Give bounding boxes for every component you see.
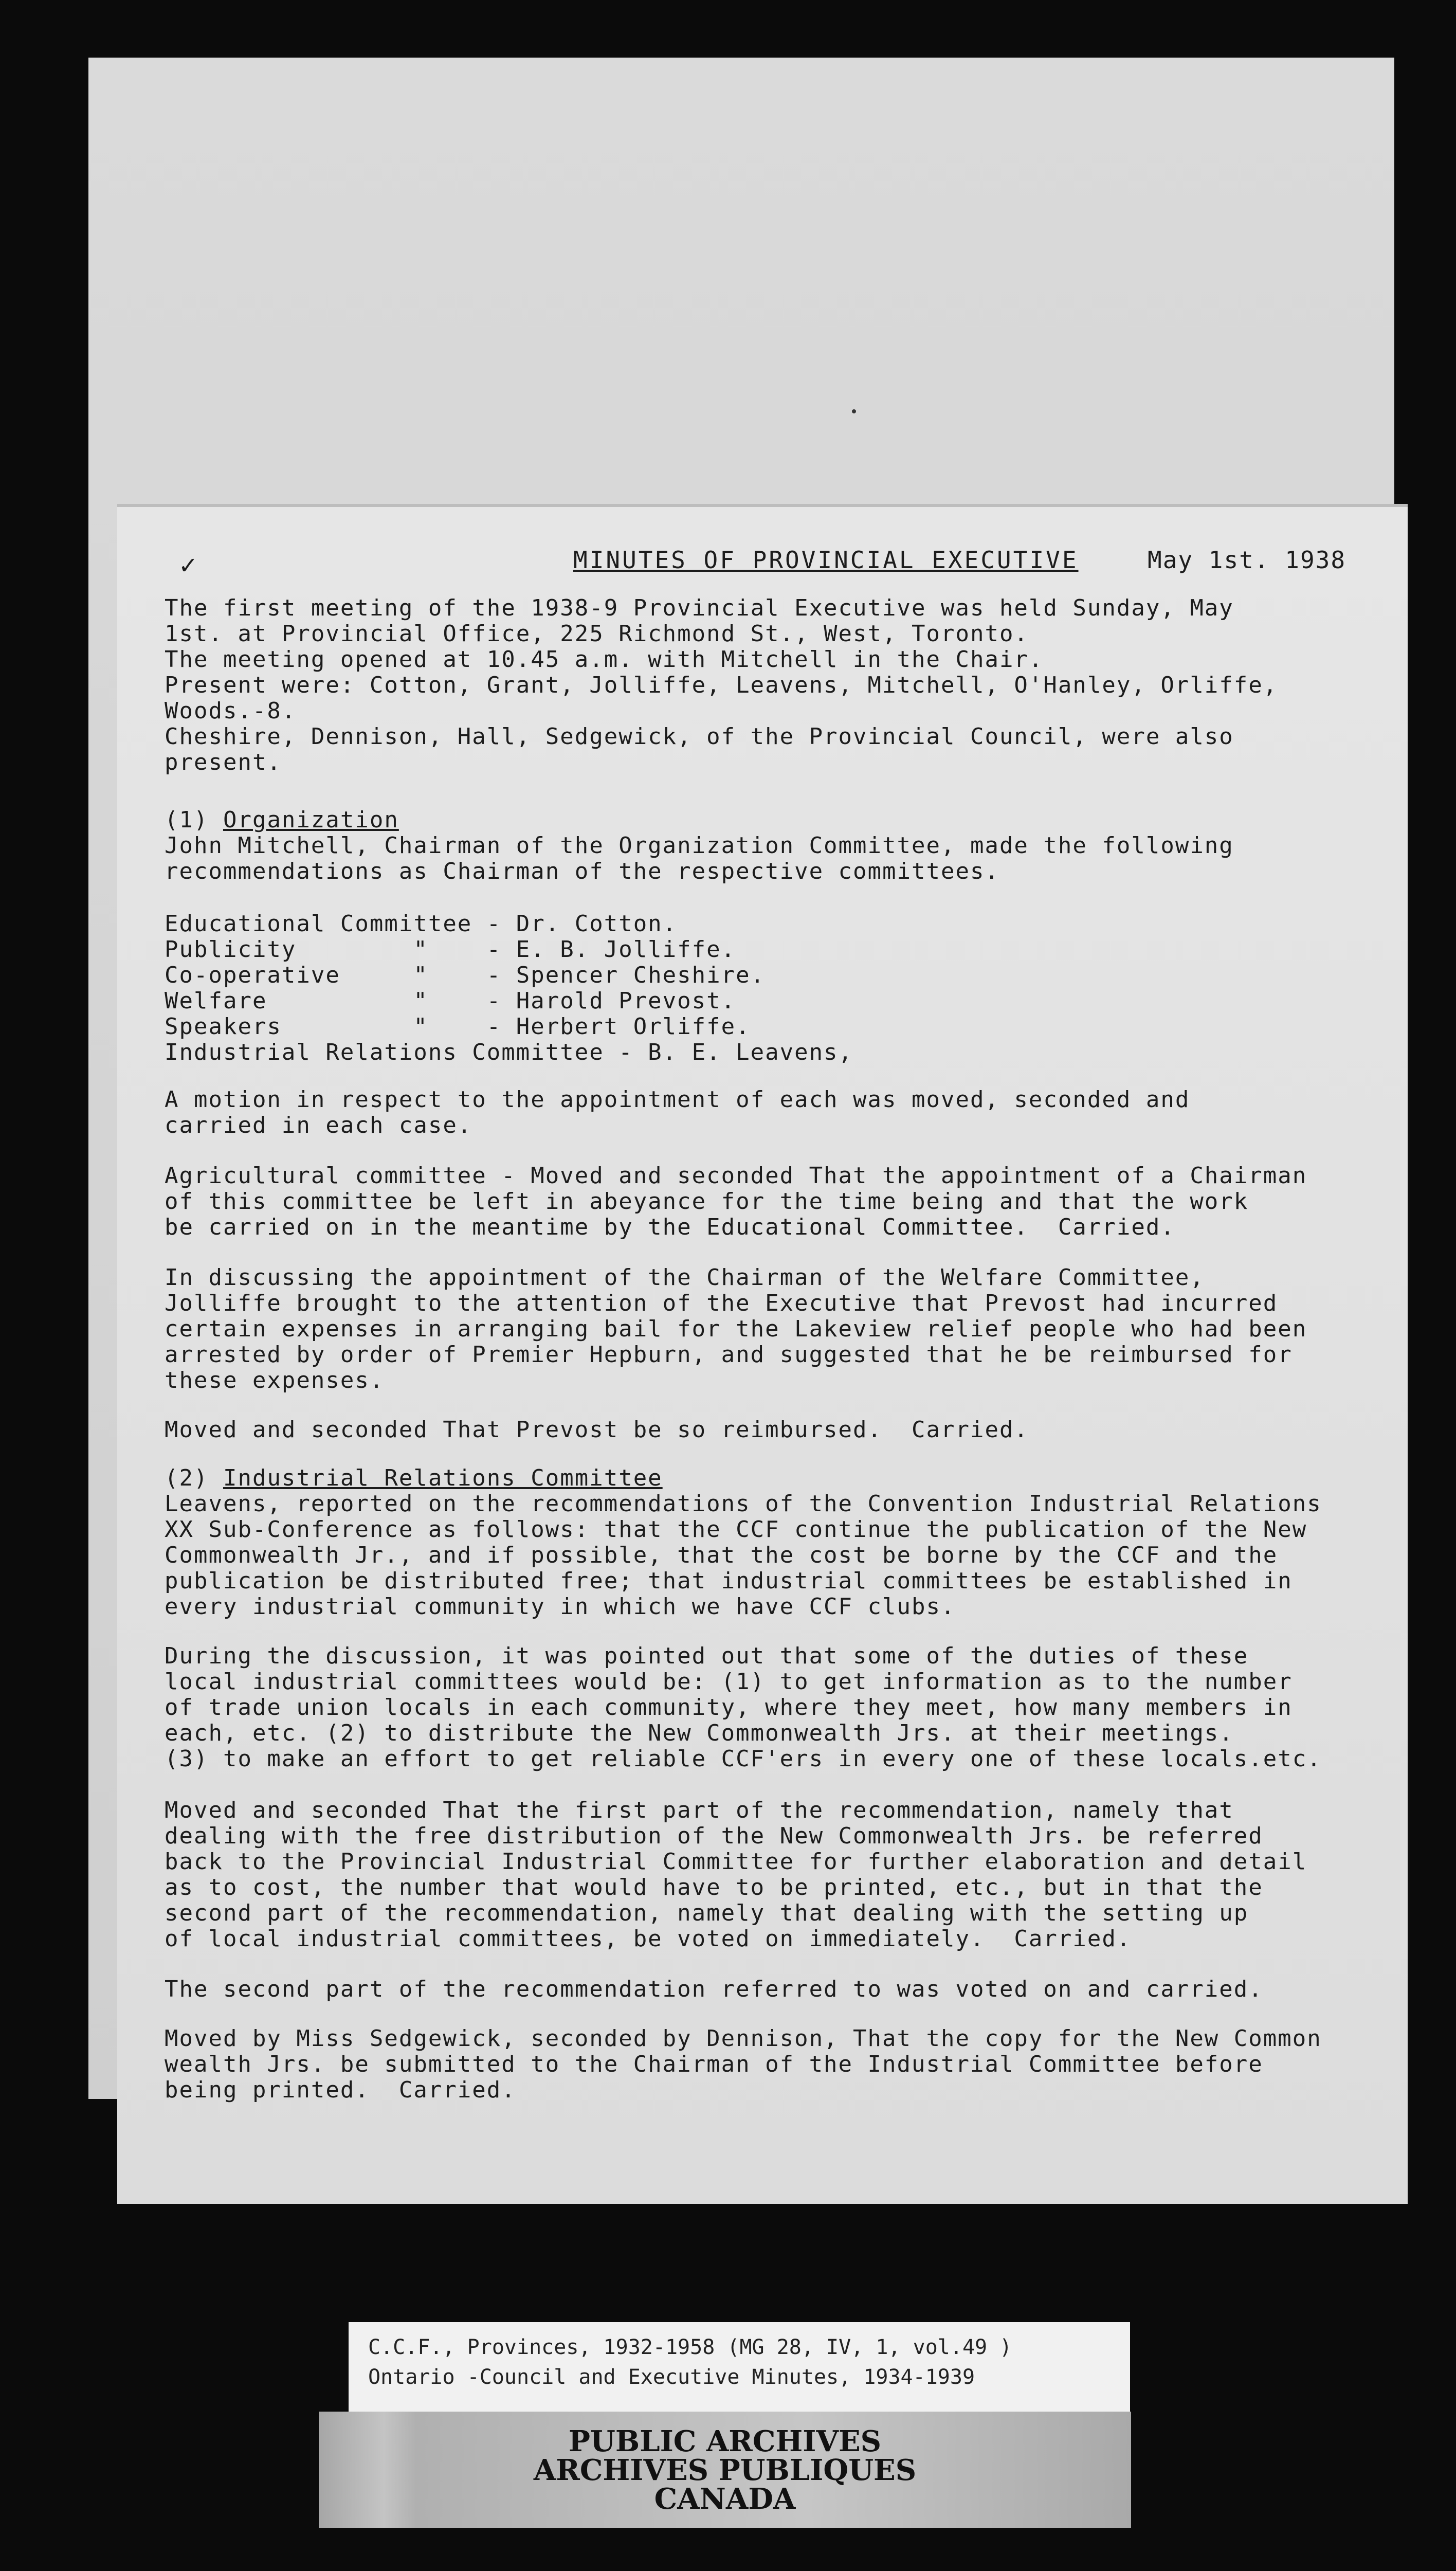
archive-label-line: C.C.F., Provinces, 1932-1958 (MG 28, IV, 1, vol.49 ) xyxy=(368,2335,1012,2359)
margin-check-mark: ✓ xyxy=(180,550,197,581)
archive-label-line: Ontario -Council and Executive Minutes, 1934-1939 xyxy=(368,2365,975,2389)
motion-line: carried in each case. xyxy=(165,1112,472,1138)
section-1-line: recommendations as Chairman of the respective committees. xyxy=(165,858,999,884)
committee-line: Publicity " - E. B. Jolliffe. xyxy=(165,936,736,963)
agricultural-line: of this committee be left in abeyance for the time being and that the work xyxy=(165,1188,1249,1215)
intro-line: The meeting opened at 10.45 a.m. with Mitchell in the Chair. xyxy=(165,646,1044,673)
motion-2-line: as to cost, the number that would have to be printed, etc., but in that the xyxy=(165,1874,1263,1900)
section-number: (1) xyxy=(165,807,223,833)
intro-line: The first meeting of the 1938-9 Provincial Executive was held Sunday, May xyxy=(165,595,1234,621)
welfare-line: certain expenses in arranging bail for the Lakeview relief people who had been xyxy=(165,1316,1307,1342)
committee-line: Industrial Relations Committee - B. E. Leavens, xyxy=(165,1039,853,1065)
intro-line: Present were: Cotton, Grant, Jolliffe, Leavens, Mitchell, O'Hanley, Orliffe, xyxy=(165,672,1278,698)
motion-2-line: back to the Provincial Industrial Committee for further elaboration and detail xyxy=(165,1849,1307,1875)
agricultural-line: be carried on in the meantime by the Educational Committee. Carried. xyxy=(165,1214,1175,1240)
public-archives-stamp xyxy=(319,2412,1131,2528)
welfare-line: In discussing the appointment of the Chairman of the Welfare Committee, xyxy=(165,1264,1205,1291)
stamp-line: PUBLIC ARCHIVES xyxy=(568,2424,882,2458)
committee-line: Welfare " - Harold Prevost. xyxy=(165,988,736,1014)
section-1-header xyxy=(165,807,399,833)
sedgewick-line: Moved by Miss Sedgewick, seconded by Dennison, That the copy for the New Common xyxy=(165,2025,1322,2052)
section-2-header xyxy=(165,1465,663,1491)
discussion-line: of trade union locals in each community, where they meet, how many members in xyxy=(165,1694,1293,1721)
intro-line: present. xyxy=(165,749,282,775)
section-heading: Organization xyxy=(223,807,399,833)
typed-document xyxy=(165,507,1398,2178)
section-2-line: XX Sub-Conference as follows: that the CCF continue the publication of the New xyxy=(165,1516,1307,1543)
discussion-line: (3) to make an effort to get reliable CCF'ers in every one of these locals.etc. xyxy=(165,1746,1322,1772)
welfare-line: Jolliffe brought to the attention of the Executive that Prevost had incurred xyxy=(165,1290,1278,1316)
welfare-line: arrested by order of Premier Hepburn, and suggested that he be reimbursed for xyxy=(165,1342,1293,1368)
paper-speck xyxy=(852,409,856,413)
section-2-line: Leavens, reported on the recommendations of the Convention Industrial Relations xyxy=(165,1491,1322,1517)
motion-2-line: of local industrial committees, be voted on immediately. Carried. xyxy=(165,1926,1132,1952)
discussion-line: each, etc. (2) to distribute the New Commonwealth Jrs. at their meetings. xyxy=(165,1720,1234,1746)
motion-line: A motion in respect to the appointment of each was moved, seconded and xyxy=(165,1087,1190,1113)
second-part-line: The second part of the recommendation referred to was voted on and carried. xyxy=(165,1976,1263,2002)
document-title: MINUTES OF PROVINCIAL EXECUTIVE xyxy=(573,546,1079,574)
stamp-line: ARCHIVES PUBLIQUES xyxy=(533,2453,917,2487)
committee-line: Speakers " - Herbert Orliffe. xyxy=(165,1013,751,1040)
sedgewick-line: being printed. Carried. xyxy=(165,2077,516,2103)
committee-line: Educational Committee - Dr. Cotton. xyxy=(165,911,678,937)
motion-2-line: Moved and seconded That the first part of the recommendation, namely that xyxy=(165,1797,1234,1823)
discussion-line: local industrial committees would be: (1) to get information as to the number xyxy=(165,1669,1293,1695)
section-2-line: Commonwealth Jr., and if possible, that the cost be borne by the CCF and the xyxy=(165,1542,1278,1568)
section-2-line: publication be distributed free; that industrial committees be established in xyxy=(165,1568,1293,1594)
reimburse-line: Moved and seconded That Prevost be so reimbursed. Carried. xyxy=(165,1417,1029,1443)
sedgewick-line: wealth Jrs. be submitted to the Chairman of the Industrial Committee before xyxy=(165,2051,1263,2077)
intro-line: 1st. at Provincial Office, 225 Richmond St., West, Toronto. xyxy=(165,621,1029,647)
document-date: May 1st. 1938 xyxy=(1148,546,1346,574)
welfare-line: these expenses. xyxy=(165,1367,385,1393)
discussion-line: During the discussion, it was pointed out that some of the duties of these xyxy=(165,1643,1249,1669)
stamp-line: CANADA xyxy=(654,2482,796,2516)
intro-line: Cheshire, Dennison, Hall, Sedgewick, of the Provincial Council, were also xyxy=(165,723,1234,750)
committee-line: Co-operative " - Spencer Cheshire. xyxy=(165,962,766,988)
section-heading: Industrial Relations Committee xyxy=(223,1465,663,1491)
section-number: (2) xyxy=(165,1465,223,1491)
minutes-page xyxy=(117,507,1408,2204)
motion-2-line: dealing with the free distribution of the New Commonwealth Jrs. be referred xyxy=(165,1823,1263,1849)
agricultural-line: Agricultural committee - Moved and seconded That the appointment of a Chairman xyxy=(165,1163,1307,1189)
section-2-line: every industrial community in which we have CCF clubs. xyxy=(165,1594,956,1620)
motion-2-line: second part of the recommendation, namely that dealing with the setting up xyxy=(165,1900,1249,1926)
intro-line: Woods.-8. xyxy=(165,698,297,724)
section-1-line: John Mitchell, Chairman of the Organization Committee, made the following xyxy=(165,832,1234,859)
